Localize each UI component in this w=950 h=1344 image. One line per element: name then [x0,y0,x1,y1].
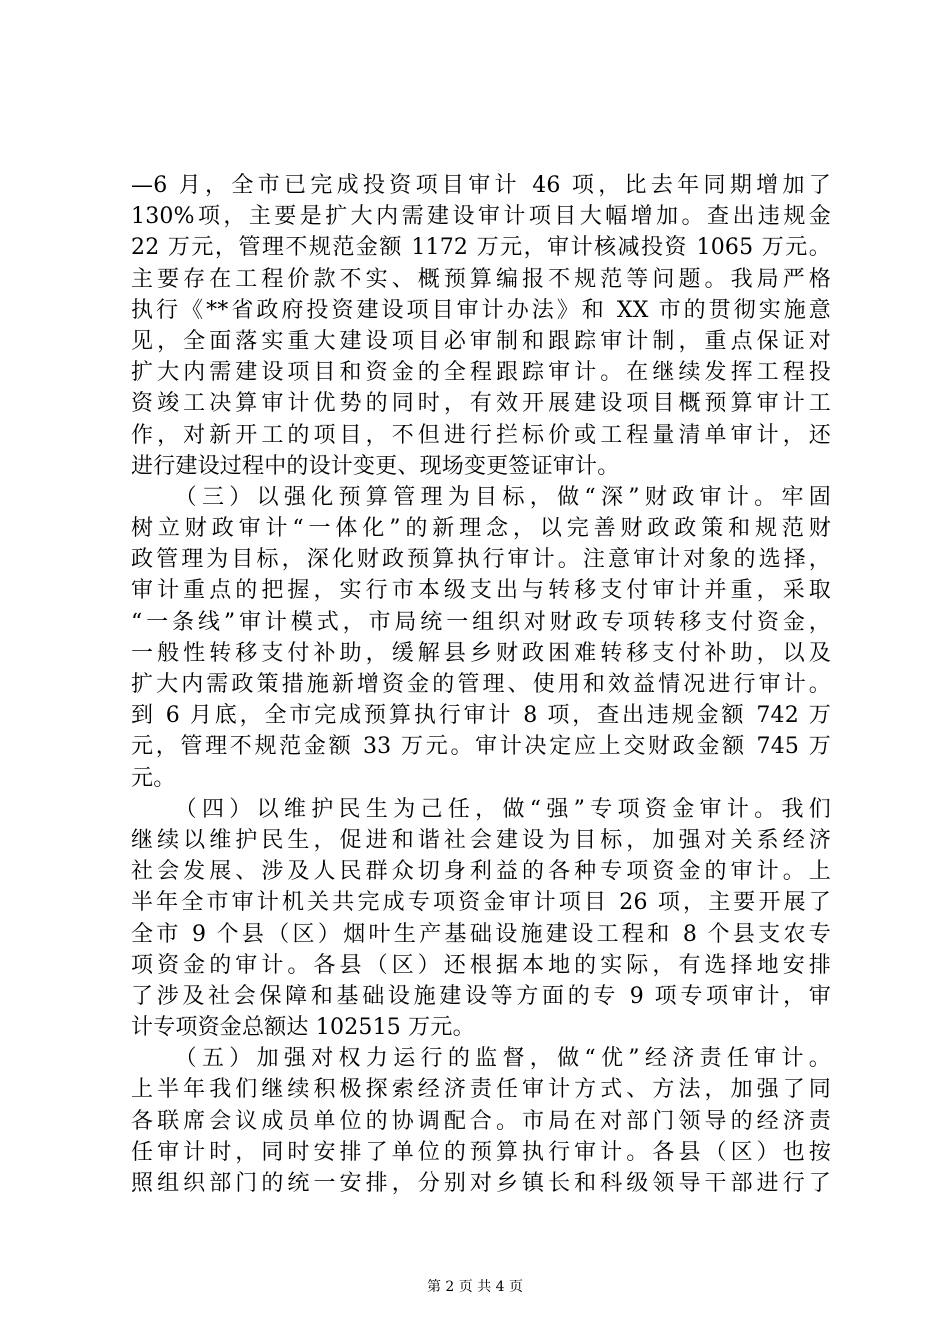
text-line: （四）以维护民生为己任，做“强”专项资金审计。我们 [131,796,831,822]
text-line: 继续以维护民生，促进和谐社会建设为目标，加强对关系经济 [131,827,831,853]
text-line: （三）以强化预算管理为目标，做“深”财政审计。牢固 [131,484,831,510]
page-footer: 第 2 页 共 4 页 [426,1279,524,1295]
text-line: 任审计时，同时安排了单位的预算执行审计。各县（区）也按 [131,1139,831,1165]
text-line: “一条线”审计模式，市局统一组织对财政专项转移支付资金， [131,609,831,635]
text-line: 到 6 月底，全市完成预算执行审计 8 项，查出违规金额 742 万 [131,703,831,729]
text-line: 元，管理不规范金额 33 万元。审计决定应上交财政金额 745 万 [131,734,831,760]
text-line: 各联席会议成员单位的协调配合。市局在对部门领导的经济责 [131,1108,831,1134]
text-line: 上半年我们继续积极探索经济责任审计方式、方法，加强了同 [131,1077,831,1103]
text-line: 树立财政审计“一体化”的新理念，以完善财政政策和规范财 [131,516,831,542]
text-line: 执行《**省政府投资建设项目审计办法》和 XX 市的贯彻实施意 [131,297,831,323]
text-line: 资竣工决算审计优势的同时，有效开展建设项目概预算审计工 [131,391,831,417]
text-line: 作，对新开工的项目，不但进行拦标价或工程量清单审计，还 [131,422,831,448]
text-line: 半年全市审计机关共完成专项资金审计项目 26 项，主要开展了 [131,890,831,916]
text-line: 一般性转移支付补助，缓解县乡财政困难转移支付补助，以及 [131,640,831,666]
text-line: 项资金的审计。各县（区）还根据本地的实际，有选择地安排 [131,952,831,978]
text-line: 扩大内需政策措施新增资金的管理、使用和效益情况进行审计。 [131,672,831,697]
text-line: 审计重点的把握，实行市本级支出与转移支付审计并重，采取 [131,578,831,604]
text-line: 计专项资金总额达 102515 万元。 [131,1015,475,1041]
text-line: 照组织部门的统一安排，分别对乡镇长和科级领导干部进行了 [131,1171,831,1196]
document-body [131,170,831,1199]
text-line: 了涉及社会保障和基础设施建设等方面的专 9 项专项审计，审 [131,983,831,1009]
text-line: 社会发展、涉及人民群众切身利益的各种专项资金的审计。上 [131,859,831,885]
text-line: 全市 9 个县（区）烟叶生产基础设施建设工程和 8 个县支农专 [131,921,831,947]
text-line: 扩大内需建设项目和资金的全程跟踪审计。在继续发挥工程投 [131,360,831,386]
text-line: 元。 [131,765,176,791]
text-line: 主要存在工程价款不实、概预算编报不规范等问题。我局严格 [131,266,831,292]
text-line: 见，全面落实重大建设项目必审制和跟踪审计制，重点保证对 [131,328,831,354]
text-line: 22 万元，管理不规范金额 1172 万元，审计核减投资 1065 万元。 [131,235,831,261]
text-line: 政管理为目标，深化财政预算执行审计。注意审计对象的选择， [131,547,831,573]
text-line: 130%项，主要是扩大内需建设审计项目大幅增加。查出违规金 [131,204,831,230]
text-line: （五）加强对权力运行的监督，做“优”经济责任审计。 [131,1046,831,1072]
text-line: —6 月，全市已完成投资项目审计 46 项，比去年同期增加了 [131,173,831,198]
text-line: 进行建设过程中的设计变更、现场变更签证审计。 [131,453,620,479]
